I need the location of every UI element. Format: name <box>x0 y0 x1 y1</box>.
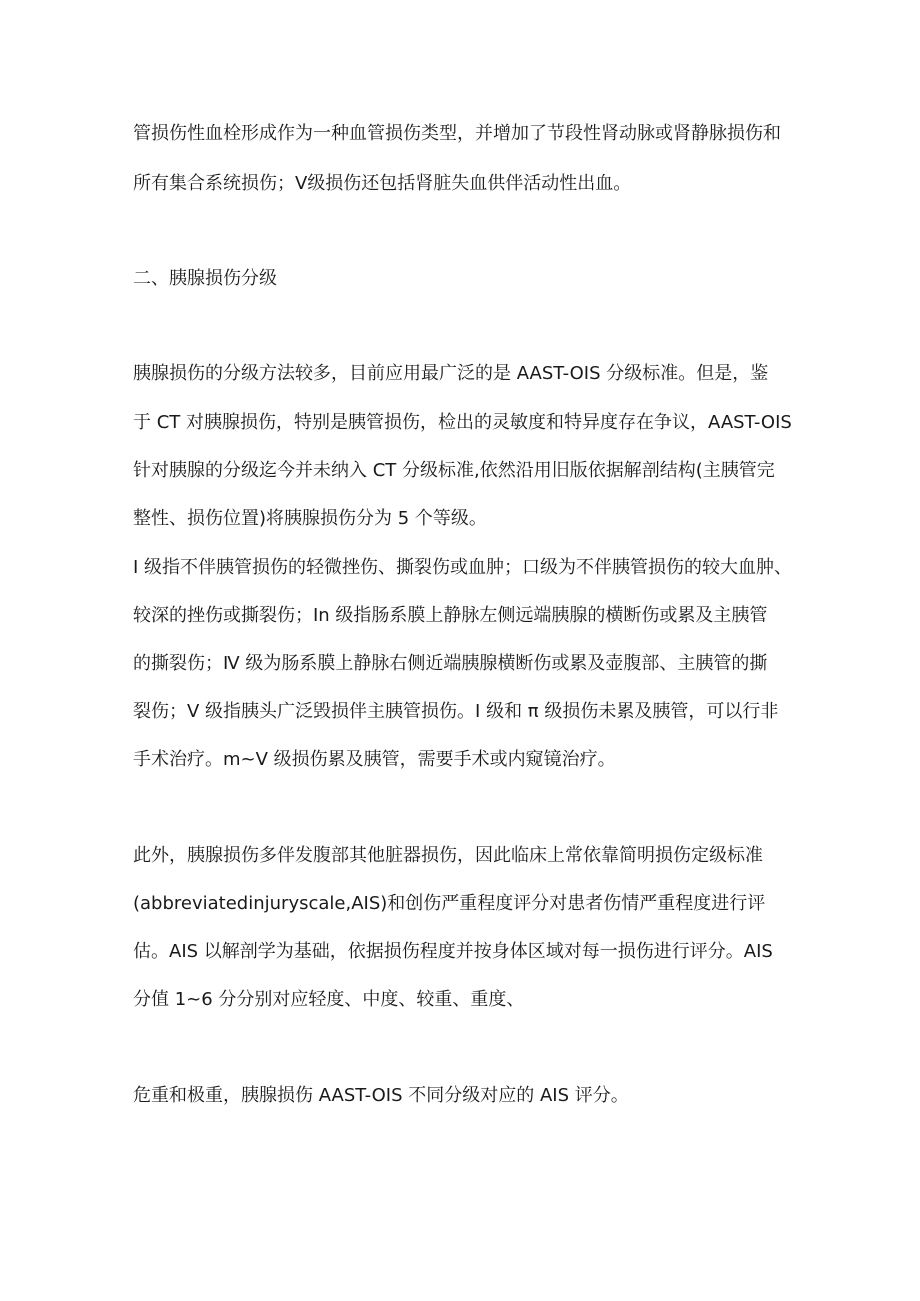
section-heading: 二、胰腺损伤分级 <box>133 268 277 289</box>
paragraph-3-line-1: 此外，胰腺损伤多伴发腹部其他脏器损伤，因此临床上常依靠简明损伤定级标准 <box>133 845 763 866</box>
paragraph-2-line-6: 较深的挫伤或撕裂伤；In 级指肠系膜上静脉左侧远端胰腺的横断伤或累及主胰管 <box>133 605 768 626</box>
paragraph-3-line-4: 分值 1~6 分分别对应轻度、中度、较重、重度、 <box>133 989 525 1010</box>
paragraph-2-line-4: 整性、损伤位置)将胰腺损伤分为 5 个等级。 <box>133 508 487 529</box>
paragraph-2-line-8: 裂伤；Ⅴ 级指胰头广泛毁损伴主胰管损伤。I 级和 π 级损伤未累及胰管，可以行非 <box>133 701 779 722</box>
paragraph-3-line-3: 估。AIS 以解剖学为基础，依据损伤程度并按身体区域对每一损伤进行评分。AIS <box>133 941 773 962</box>
paragraph-2-line-7: 的撕裂伤；Ⅳ 级为肠系膜上静脉右侧近端胰腺横断伤或累及壶腹部、主胰管的撕 <box>133 653 768 674</box>
paragraph-4-line-1: 危重和极重，胰腺损伤 AAST-OIS 不同分级对应的 AIS 评分。 <box>133 1085 629 1106</box>
paragraph-2-line-1: 胰腺损伤的分级方法较多，目前应用最广泛的是 AAST-OIS 分级标准。但是，鉴 <box>133 363 769 384</box>
paragraph-2-line-2: 于 CT 对胰腺损伤，特别是胰管损伤，检出的灵敏度和特异度存在争议，AAST-OIS <box>133 412 792 433</box>
paragraph-2-line-9: 手术治疗。m~Ⅴ 级损伤累及胰管，需要手术或内窥镜治疗。 <box>133 749 616 770</box>
paragraph-1-line-2: 所有集合系统损伤；Ⅴ级损伤还包括肾脏失血供伴活动性出血。 <box>133 173 632 194</box>
paragraph-2-line-3: 针对胰腺的分级迄今并未纳入 CT 分级标准,依然沿用旧版依据解剖结构(主胰管完 <box>133 460 775 481</box>
paragraph-2-line-5: I 级指不伴胰管损伤的轻微挫伤、撕裂伤或血肿；口级为不伴胰管损伤的较大血肿、 <box>133 557 793 578</box>
paragraph-1-line-1: 管损伤性血栓形成作为一种血管损伤类型，并增加了节段性肾动脉或肾静脉损伤和 <box>133 123 781 144</box>
paragraph-3-line-2: (abbreviatedinjuryscale,AIS)和创伤严重程度评分对患者伤情严重程度进行评 <box>133 893 766 914</box>
